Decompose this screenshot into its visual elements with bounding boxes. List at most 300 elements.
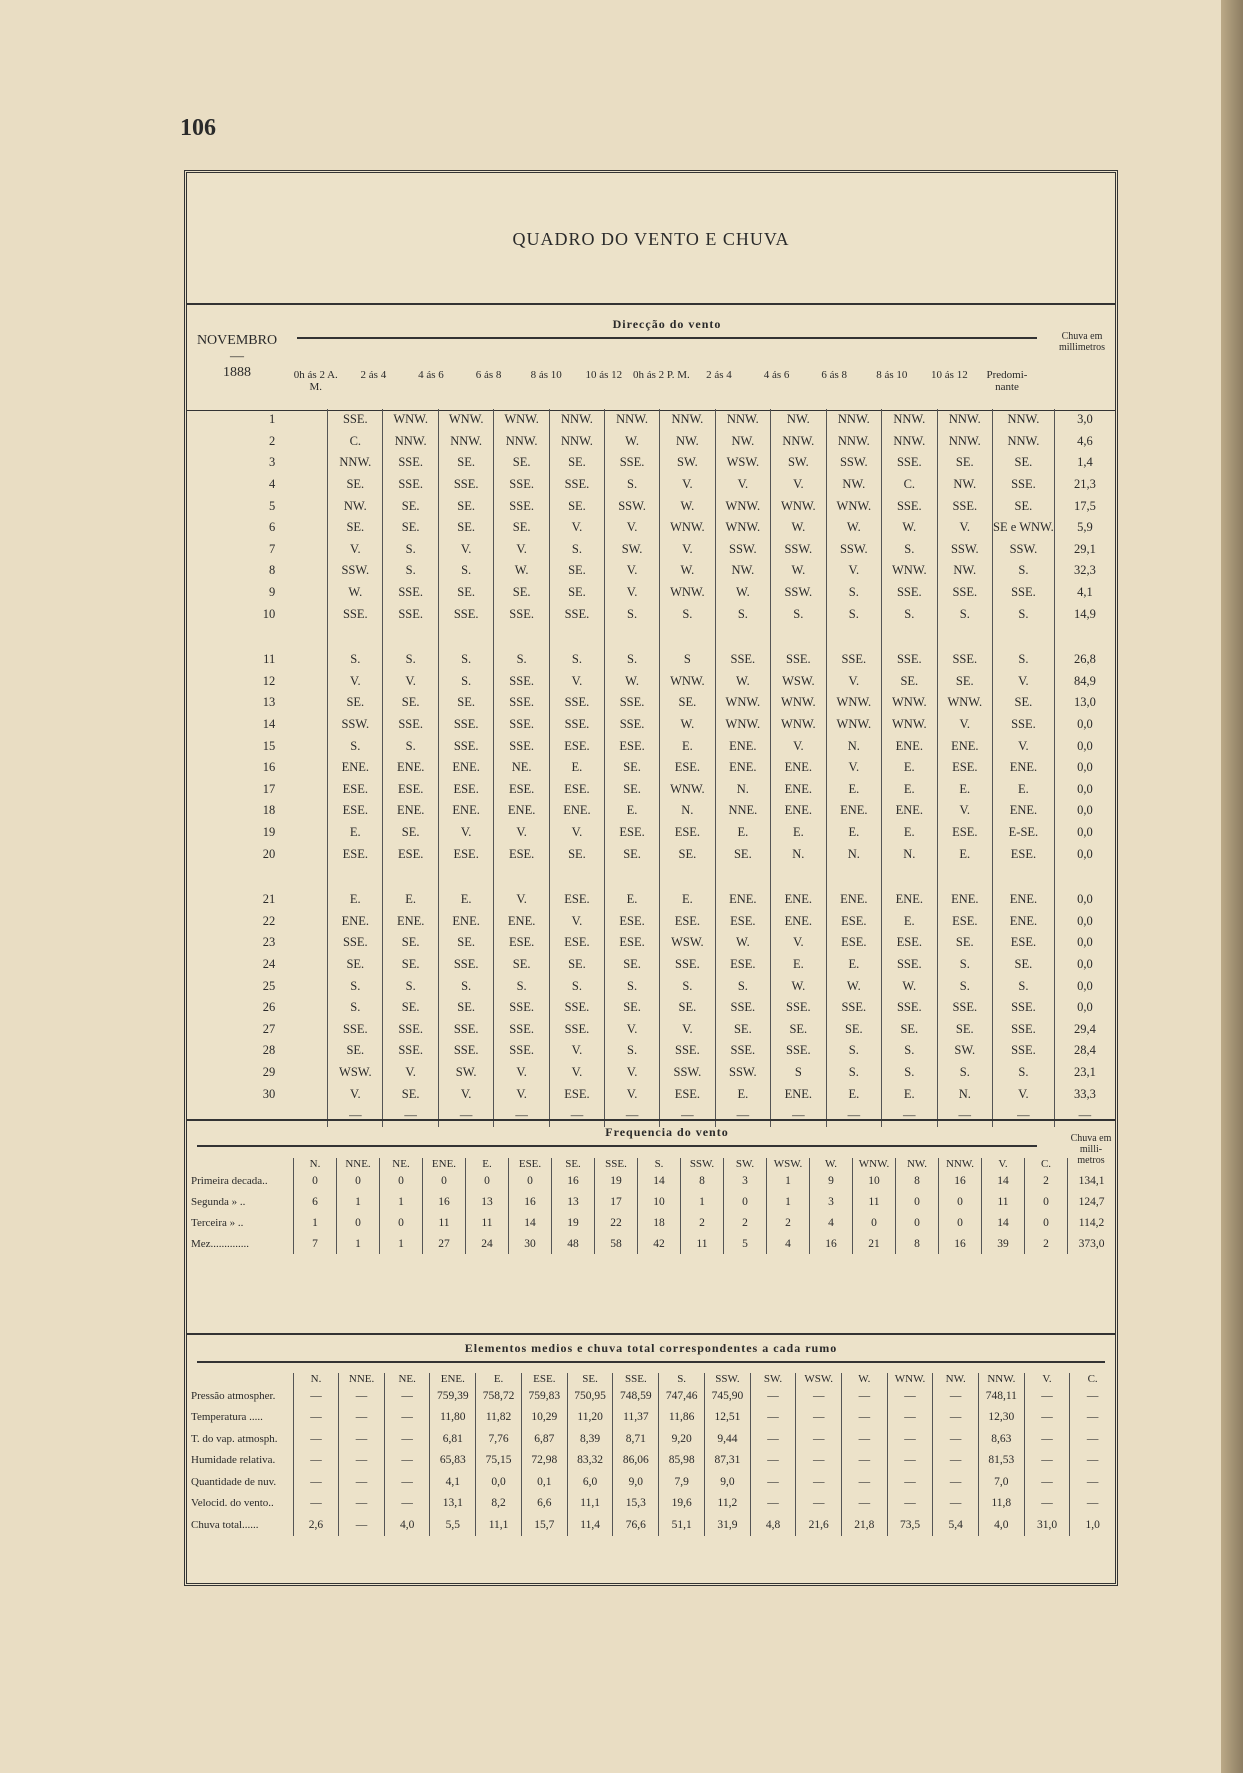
- page-edge: [1221, 0, 1243, 1773]
- wind-cell: V.: [605, 560, 660, 582]
- rain-cell: 4,6: [1054, 431, 1115, 453]
- wind-cell: S.: [383, 539, 438, 561]
- elements-cell: —: [933, 1385, 979, 1407]
- wind-cell: S.: [549, 649, 604, 671]
- wind-cell: ENE.: [882, 889, 937, 911]
- day-cell: 18: [262, 803, 276, 818]
- wind-cell: SSE.: [937, 495, 992, 517]
- wind-cell: S.: [937, 954, 992, 976]
- frequency-column-header: W.: [810, 1158, 853, 1170]
- elements-cell: 51,1: [659, 1514, 705, 1536]
- elements-cell: 7,9: [659, 1471, 705, 1493]
- wind-cell: SE.: [937, 452, 992, 474]
- elements-cell: 86,06: [613, 1450, 659, 1472]
- row-label: Chuva total......: [191, 1518, 259, 1531]
- wind-cell: ESE.: [605, 735, 660, 757]
- wind-cell: NNW.: [826, 431, 881, 453]
- elements-cell: 0,0: [476, 1471, 522, 1493]
- wind-cell: E.: [605, 800, 660, 822]
- wind-cell: ESE.: [549, 735, 604, 757]
- wind-cell: V.: [826, 671, 881, 693]
- elements-cell: 6,87: [521, 1428, 567, 1450]
- wind-cell: NW.: [771, 409, 826, 431]
- wind-cell: ENE.: [771, 910, 826, 932]
- wind-rain-table-frame: [184, 170, 1118, 1586]
- wind-cell: SSE.: [383, 603, 438, 625]
- wind-row: [187, 735, 1115, 757]
- hour-header: 4 ás 6: [418, 369, 444, 381]
- elements-cell: 11,82: [476, 1407, 522, 1429]
- wind-cell: NNW.: [549, 431, 604, 453]
- day-cell: 7: [268, 541, 276, 556]
- wind-cell: WNW.: [771, 692, 826, 714]
- frequency-cell: 4: [810, 1212, 853, 1233]
- hour-header: 0h ás 2 A. M.: [293, 369, 338, 393]
- wind-row: [187, 649, 1115, 671]
- wind-cell: WNW.: [494, 409, 549, 431]
- frequency-cell: 30: [509, 1233, 552, 1254]
- wind-cell: SSE.: [383, 1018, 438, 1040]
- frequency-column-header: NW.: [896, 1158, 939, 1170]
- wind-cell: ESE.: [494, 779, 549, 801]
- wind-cell: W.: [826, 975, 881, 997]
- wind-cell: NNW.: [993, 431, 1055, 453]
- day-cell: 15: [262, 738, 276, 753]
- frequency-cell: 21: [853, 1233, 896, 1254]
- wind-cell: S.: [383, 975, 438, 997]
- wind-cell: SE.: [494, 954, 549, 976]
- frequency-cell: 39: [982, 1233, 1025, 1254]
- wind-cell: ENE.: [826, 889, 881, 911]
- wind-cell: E.: [882, 779, 937, 801]
- wind-cell: ENE.: [438, 757, 493, 779]
- wind-cell: ESE.: [715, 954, 770, 976]
- wind-cell: WSW.: [771, 671, 826, 693]
- frequency-cell: 11: [466, 1212, 509, 1233]
- wind-cell: WNW.: [660, 582, 715, 604]
- day-cell: 11: [263, 652, 276, 667]
- wind-cell: N.: [660, 800, 715, 822]
- rain-cell: 23,1: [1054, 1062, 1115, 1084]
- wind-cell: E.: [660, 889, 715, 911]
- wind-cell: W.: [882, 517, 937, 539]
- elements-cell: 65,83: [430, 1450, 476, 1472]
- wind-cell: WNW.: [882, 714, 937, 736]
- row-label: Velocid. do vento..: [191, 1497, 274, 1510]
- row-label: Humidade relativa.: [191, 1454, 276, 1467]
- wind-cell: ENE.: [328, 757, 383, 779]
- hour-header: 2 ás 4: [360, 369, 387, 381]
- wind-cell: SSE.: [882, 452, 937, 474]
- wind-cell: SE.: [328, 954, 383, 976]
- wind-cell: WNW.: [882, 560, 937, 582]
- wind-cell: ESE.: [882, 932, 937, 954]
- day-cell: 24: [262, 956, 276, 971]
- wind-cell: WNW.: [715, 495, 770, 517]
- wind-cell: ESE.: [549, 932, 604, 954]
- elements-cell: 7,0: [978, 1471, 1024, 1493]
- wind-cell: NW.: [715, 560, 770, 582]
- elements-column-header: NE.: [384, 1373, 430, 1385]
- wind-cell: V.: [549, 910, 604, 932]
- wind-cell: SSE.: [494, 474, 549, 496]
- wind-row: [187, 1040, 1115, 1062]
- frequency-cell: 17: [595, 1191, 638, 1212]
- wind-row: [187, 757, 1115, 779]
- wind-cell: E.: [937, 779, 992, 801]
- wind-cell: SE.: [549, 582, 604, 604]
- rain-total-cell: 114,2: [1068, 1212, 1116, 1233]
- wind-row: [187, 910, 1115, 932]
- wind-cell: SE.: [605, 843, 660, 865]
- elements-cell: —: [796, 1407, 842, 1429]
- wind-cell: SSE.: [882, 649, 937, 671]
- elements-cell: 11,8: [978, 1493, 1024, 1515]
- elements-cell: —: [1024, 1450, 1070, 1472]
- elements-cell: —: [293, 1428, 338, 1450]
- wind-cell: SSE.: [549, 474, 604, 496]
- elements-cell: —: [1070, 1450, 1115, 1472]
- rain-cell: 14,9: [1054, 603, 1115, 625]
- wind-cell: SSE.: [494, 735, 549, 757]
- wind-cell: V.: [771, 474, 826, 496]
- wind-cell: SE.: [882, 1018, 937, 1040]
- frequency-cell: 4: [767, 1233, 810, 1254]
- wind-cell: S.: [383, 735, 438, 757]
- frequency-cell: 0: [896, 1191, 939, 1212]
- wind-cell: SSW.: [715, 1062, 770, 1084]
- elements-cell: —: [1024, 1385, 1070, 1407]
- wind-cell: V.: [328, 671, 383, 693]
- wind-cell: ESE.: [328, 843, 383, 865]
- wind-cell: V.: [660, 539, 715, 561]
- wind-cell: S.: [826, 1062, 881, 1084]
- frequency-cell: 19: [552, 1212, 595, 1233]
- wind-row: [187, 431, 1115, 453]
- elements-cell: —: [339, 1428, 385, 1450]
- wind-cell: ENE.: [826, 800, 881, 822]
- wind-cell: SE.: [383, 932, 438, 954]
- wind-cell: SSE.: [605, 692, 660, 714]
- wind-row: [187, 409, 1115, 431]
- rain-cell: 4,1: [1054, 582, 1115, 604]
- wind-cell: S.: [328, 997, 383, 1019]
- wind-cell: ESE.: [549, 1083, 604, 1105]
- wind-cell: SSE.: [438, 474, 493, 496]
- elements-cell: —: [1070, 1493, 1115, 1515]
- elements-column-header: SE.: [567, 1373, 613, 1385]
- wind-cell: S.: [383, 649, 438, 671]
- rain-cell: 29,4: [1054, 1018, 1115, 1040]
- wind-cell: N.: [715, 779, 770, 801]
- elements-table: [187, 1373, 1115, 1536]
- wind-row: [187, 539, 1115, 561]
- frequency-column-header: NE.: [380, 1158, 423, 1170]
- elements-title: Elementos medios e chuva total correspondentes a cada rumo: [464, 1341, 838, 1355]
- wind-cell: SSW.: [771, 582, 826, 604]
- wind-cell: SW.: [937, 1040, 992, 1062]
- wind-cell: V.: [494, 822, 549, 844]
- wind-cell: WNW.: [383, 409, 438, 431]
- wind-row: [187, 822, 1115, 844]
- wind-row: [187, 975, 1115, 997]
- rain-cell: 0,0: [1054, 954, 1115, 976]
- wind-cell: SSE.: [494, 1018, 549, 1040]
- wind-cell: WNW.: [771, 714, 826, 736]
- wind-cell: ENE.: [993, 757, 1055, 779]
- elements-column-header: SSW.: [705, 1373, 751, 1385]
- elements-cell: 1,0: [1070, 1514, 1115, 1536]
- day-cell: 16: [262, 760, 276, 775]
- wind-cell: SSE.: [715, 997, 770, 1019]
- wind-row: [187, 932, 1115, 954]
- wind-cell: V.: [826, 757, 881, 779]
- frequency-cell: 11: [681, 1233, 724, 1254]
- frequency-cell: 1: [681, 1191, 724, 1212]
- wind-cell: ENE.: [771, 779, 826, 801]
- wind-cell: WNW.: [438, 409, 493, 431]
- frequency-cell: 0: [724, 1191, 767, 1212]
- wind-cell: S.: [937, 1062, 992, 1084]
- wind-cell: SE.: [605, 997, 660, 1019]
- frequency-cell: 1: [337, 1191, 380, 1212]
- wind-cell: SSE.: [494, 714, 549, 736]
- wind-cell: V.: [383, 671, 438, 693]
- wind-cell: S.: [328, 649, 383, 671]
- row-label: Temperatura .....: [191, 1411, 263, 1424]
- elements-cell: 7,76: [476, 1428, 522, 1450]
- elements-column-header: NNW.: [978, 1373, 1024, 1385]
- elements-column-header: N.: [293, 1373, 338, 1385]
- elements-cell: 81,53: [978, 1450, 1024, 1472]
- wind-cell: SSW.: [826, 539, 881, 561]
- wind-cell: SE.: [549, 452, 604, 474]
- wind-cell: ESE.: [549, 889, 604, 911]
- wind-cell: W.: [660, 560, 715, 582]
- elements-cell: 4,1: [430, 1471, 476, 1493]
- wind-cell: V.: [715, 474, 770, 496]
- wind-cell: SSE.: [993, 1040, 1055, 1062]
- wind-cell: S.: [438, 975, 493, 997]
- wind-cell: ENE.: [549, 800, 604, 822]
- elements-cell: —: [842, 1450, 888, 1472]
- rain-cell: 0,0: [1054, 800, 1115, 822]
- elements-cell: 748,11: [978, 1385, 1024, 1407]
- frequency-cell: 0: [939, 1212, 982, 1233]
- wind-cell: SSW.: [605, 495, 660, 517]
- elements-cell: —: [750, 1407, 796, 1429]
- frequency-row: [187, 1212, 1115, 1233]
- wind-cell: ESE.: [826, 932, 881, 954]
- frequency-cell: 0: [896, 1212, 939, 1233]
- wind-cell: SE.: [383, 822, 438, 844]
- hour-header: 8 ás 10: [530, 369, 562, 381]
- wind-cell: SE.: [993, 954, 1055, 976]
- wind-row: [187, 954, 1115, 976]
- wind-cell: ESE.: [605, 910, 660, 932]
- wind-cell: V.: [549, 1062, 604, 1084]
- wind-cell: SSE.: [993, 714, 1055, 736]
- wind-cell: SE.: [438, 997, 493, 1019]
- wind-cell: SE.: [438, 932, 493, 954]
- elements-cell: —: [750, 1471, 796, 1493]
- frequency-cell: 2: [767, 1212, 810, 1233]
- wind-cell: ESE.: [660, 822, 715, 844]
- elements-cell: —: [887, 1450, 933, 1472]
- elements-cell: —: [933, 1471, 979, 1493]
- wind-row: [187, 779, 1115, 801]
- wind-cell: SSE.: [383, 474, 438, 496]
- frequency-cell: 7: [294, 1233, 337, 1254]
- wind-cell: ESE.: [605, 822, 660, 844]
- elements-cell: —: [384, 1407, 430, 1429]
- wind-cell: SSE.: [771, 649, 826, 671]
- wind-cell: SSE.: [383, 582, 438, 604]
- wind-cell: V.: [937, 517, 992, 539]
- wind-cell: SE.: [937, 932, 992, 954]
- frequency-cell: 0: [337, 1212, 380, 1233]
- elements-column-header: ENE.: [430, 1373, 476, 1385]
- wind-cell: E.: [882, 1083, 937, 1105]
- wind-cell: SW.: [438, 1062, 493, 1084]
- wind-cell: WNW.: [826, 495, 881, 517]
- frequency-cell: 24: [466, 1233, 509, 1254]
- elements-cell: 21,8: [842, 1514, 888, 1536]
- elements-cell: —: [750, 1385, 796, 1407]
- frequency-cell: 1: [337, 1233, 380, 1254]
- rain-cell: 1,4: [1054, 452, 1115, 474]
- wind-cell: V.: [328, 539, 383, 561]
- rain-cell: 0,0: [1054, 889, 1115, 911]
- frequency-column-header: SSE.: [595, 1158, 638, 1170]
- wind-cell: SE.: [549, 560, 604, 582]
- wind-cell: SSE.: [438, 1018, 493, 1040]
- wind-cell: ESE.: [993, 932, 1055, 954]
- wind-cell: SE.: [660, 843, 715, 865]
- frequency-column-header: NNW.: [939, 1158, 982, 1170]
- elements-cell: —: [339, 1493, 385, 1515]
- wind-cell: V.: [937, 714, 992, 736]
- wind-row: [187, 560, 1115, 582]
- wind-row: [187, 1083, 1115, 1105]
- day-cell: 13: [262, 695, 276, 710]
- wind-cell: SSE.: [771, 997, 826, 1019]
- frequency-cell: 58: [595, 1233, 638, 1254]
- wind-cell: SSE.: [328, 409, 383, 431]
- wind-cell: V.: [993, 1083, 1055, 1105]
- elements-cell: —: [293, 1493, 338, 1515]
- day-cell: 21: [262, 892, 276, 907]
- frequency-cell: 16: [552, 1170, 595, 1191]
- elements-row: [187, 1407, 1115, 1429]
- wind-cell: SSE.: [328, 932, 383, 954]
- wind-cell: E.: [605, 889, 660, 911]
- wind-cell: SE.: [605, 779, 660, 801]
- elements-cell: —: [1070, 1385, 1115, 1407]
- wind-cell: SSW.: [993, 539, 1055, 561]
- wind-cell: E.: [715, 1083, 770, 1105]
- row-label: Primeira decada..: [191, 1174, 268, 1187]
- frequency-cell: 0: [466, 1170, 509, 1191]
- frequency-cell: 11: [423, 1212, 466, 1233]
- elements-cell: —: [1070, 1407, 1115, 1429]
- frequency-row: [187, 1191, 1115, 1212]
- day-cell: 3: [268, 455, 276, 470]
- frequency-cell: 0: [380, 1170, 423, 1191]
- elements-cell: —: [796, 1493, 842, 1515]
- wind-cell: SSE.: [438, 954, 493, 976]
- rain-cell: 5,9: [1054, 517, 1115, 539]
- wind-cell: S.: [605, 649, 660, 671]
- elements-cell: 87,31: [705, 1450, 751, 1472]
- wind-cell: NNW.: [937, 431, 992, 453]
- elements-cell: 9,44: [705, 1428, 751, 1450]
- wind-cell: S.: [882, 539, 937, 561]
- wind-cell: NE.: [494, 757, 549, 779]
- wind-cell: ESE.: [328, 779, 383, 801]
- day-cell: 26: [262, 1000, 276, 1015]
- day-cell: 1: [268, 412, 276, 427]
- wind-cell: S.: [826, 1040, 881, 1062]
- wind-cell: SSW.: [328, 714, 383, 736]
- wind-cell: SSE.: [438, 603, 493, 625]
- wind-cell: ENE.: [771, 889, 826, 911]
- rain-cell: 0,0: [1054, 779, 1115, 801]
- rain-cell: 3,0: [1054, 409, 1115, 431]
- wind-cell: E.: [882, 757, 937, 779]
- frequency-cell: 2: [724, 1212, 767, 1233]
- frequency-cell: 3: [724, 1170, 767, 1191]
- wind-cell: ENE.: [771, 757, 826, 779]
- frequency-cell: 1: [380, 1233, 423, 1254]
- rain-cell: 0,0: [1054, 757, 1115, 779]
- rain-total-cell: 373,0: [1068, 1233, 1116, 1254]
- elements-column-header: V.: [1024, 1373, 1070, 1385]
- wind-cell: W.: [715, 671, 770, 693]
- wind-row: [187, 692, 1115, 714]
- day-cell: 19: [262, 824, 276, 839]
- frequency-cell: 16: [423, 1191, 466, 1212]
- frequency-column-header: C.: [1025, 1158, 1068, 1170]
- wind-cell: SSE.: [383, 1040, 438, 1062]
- wind-row: [187, 603, 1115, 625]
- wind-cell: S.: [438, 671, 493, 693]
- hour-header: 2 ás 4: [706, 369, 732, 381]
- day-cell: 27: [262, 1021, 276, 1036]
- wind-row: [187, 889, 1115, 911]
- wind-cell: SSW.: [826, 452, 881, 474]
- elements-cell: 758,72: [476, 1385, 522, 1407]
- wind-cell: ESE.: [438, 779, 493, 801]
- rain-cell: 0,0: [1054, 822, 1115, 844]
- wind-cell: WSW.: [328, 1062, 383, 1084]
- wind-cell: V.: [993, 671, 1055, 693]
- wind-cell: N.: [882, 843, 937, 865]
- rain-cell: 13,0: [1054, 692, 1115, 714]
- wind-cell: WSW.: [660, 932, 715, 954]
- elements-cell: 748,59: [613, 1385, 659, 1407]
- wind-cell: W.: [328, 582, 383, 604]
- elements-cell: 15,3: [613, 1493, 659, 1515]
- wind-cell: SE.: [715, 843, 770, 865]
- wind-cell: SSE.: [882, 954, 937, 976]
- wind-row: [187, 843, 1115, 865]
- wind-cell: ENE.: [993, 910, 1055, 932]
- frequency-cell: 0: [1025, 1212, 1068, 1233]
- frequency-column-header: SSW.: [681, 1158, 724, 1170]
- wind-cell: V.: [660, 474, 715, 496]
- elements-cell: —: [1024, 1428, 1070, 1450]
